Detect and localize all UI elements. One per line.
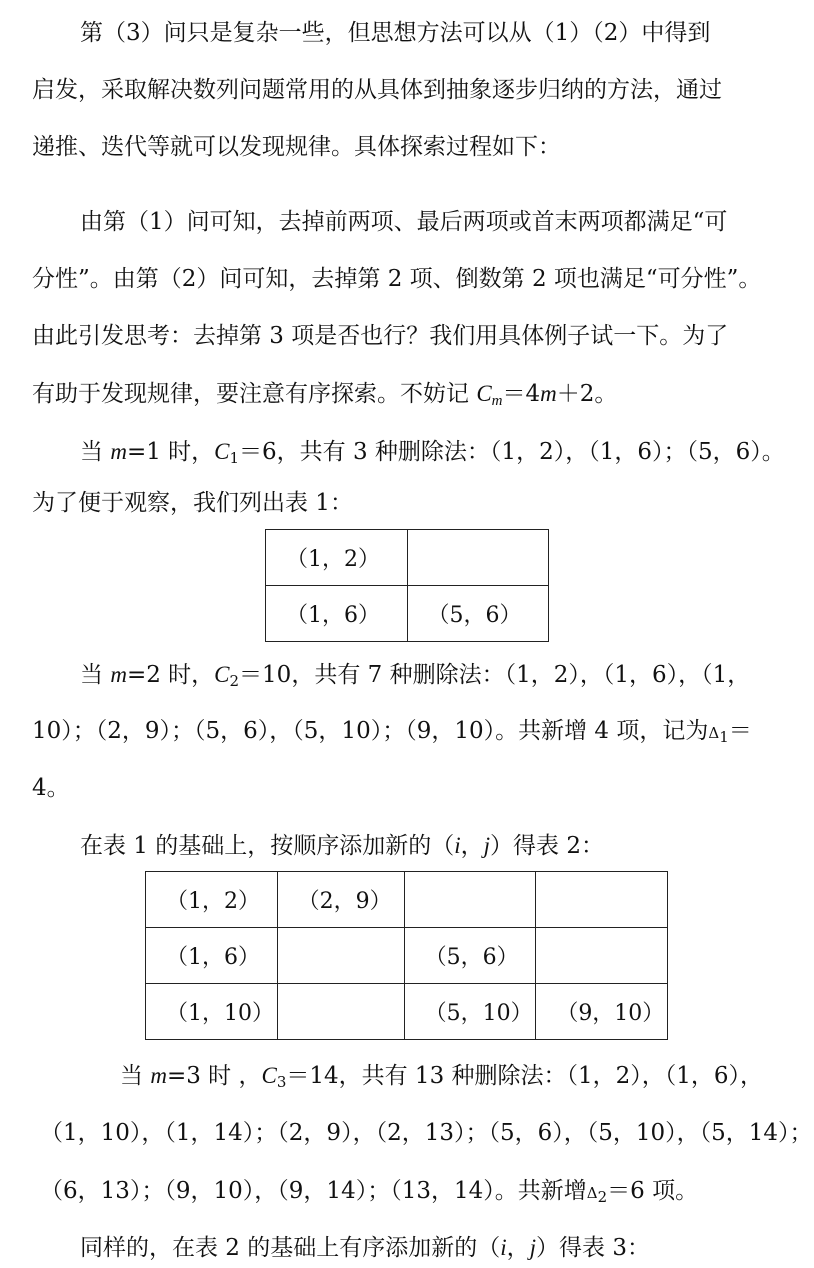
math-var: m bbox=[540, 381, 557, 406]
table-row bbox=[146, 984, 668, 1040]
table-cell: （5，6） bbox=[404, 928, 536, 984]
text-run: 同样的，在表 2 的基础上有序添加新的（ bbox=[80, 1235, 501, 1261]
table-cell: （1，2） bbox=[146, 872, 278, 928]
text-run: =2 时， bbox=[126, 662, 215, 688]
table-cell: （1，6） bbox=[266, 586, 408, 642]
table-cell bbox=[277, 984, 404, 1040]
table-cell: （1，2） bbox=[266, 530, 408, 586]
table-cell: （1，10） bbox=[146, 984, 278, 1040]
paragraph-line bbox=[80, 1236, 650, 1260]
text-run: 当 bbox=[80, 439, 111, 465]
table-cell: （1，6） bbox=[146, 928, 278, 984]
paragraph-line bbox=[40, 1180, 698, 1205]
table-row bbox=[266, 586, 549, 642]
table-cell: （2，9） bbox=[277, 872, 404, 928]
text-run: ＝ bbox=[728, 718, 752, 744]
math-var: j bbox=[529, 1235, 537, 1260]
table-cell bbox=[277, 928, 404, 984]
math-var: m bbox=[150, 1063, 167, 1088]
delta-symbol: Δ bbox=[586, 1184, 598, 1202]
text-run: 10）；（2，9）；（5，6），（5，10）；（9，10）。共新增 4 项，记为 bbox=[32, 718, 709, 744]
math-var: m bbox=[110, 662, 127, 687]
paragraph-line bbox=[80, 663, 750, 689]
table-cell bbox=[536, 872, 668, 928]
math-subscript: 2 bbox=[597, 1188, 608, 1206]
paragraph-line: 由此引发思考：去掉第 3 项是否也行？我们用具体例子试一下。为了 bbox=[32, 323, 729, 349]
text-run: ）得表 3： bbox=[536, 1235, 650, 1261]
table-cell bbox=[407, 530, 549, 586]
text-run: ＝4 bbox=[502, 381, 541, 407]
text-run: =3 时 ， bbox=[166, 1063, 262, 1089]
math-var: m bbox=[110, 439, 127, 464]
table-cell: （5，6） bbox=[407, 586, 549, 642]
text-run: 在表 1 的基础上，按顺序添加新的（ bbox=[80, 833, 455, 859]
text-run: ， bbox=[460, 833, 484, 859]
math-subscript: 3 bbox=[276, 1073, 287, 1091]
math-var: C bbox=[476, 381, 492, 406]
text-run: 当 bbox=[80, 662, 111, 688]
table-1 bbox=[265, 529, 549, 642]
math-subscript: 2 bbox=[229, 672, 240, 690]
table-cell: （9，10） bbox=[536, 984, 668, 1040]
paragraph-line: 启发，采取解决数列问题常用的从具体到抽象逐步归纳的方法，通过 bbox=[32, 77, 722, 103]
paragraph-line: 由第（1）问可知，去掉前两项、最后两项或首末两项都满足“可 bbox=[80, 209, 728, 235]
text-run: 当 bbox=[120, 1063, 151, 1089]
table-row bbox=[146, 872, 668, 928]
paragraph-line bbox=[120, 1064, 763, 1090]
text-run: ， bbox=[506, 1235, 530, 1261]
paragraph-line: 4。 bbox=[32, 775, 70, 801]
table-cell bbox=[536, 928, 668, 984]
table-2 bbox=[145, 871, 668, 1040]
text-run: ＝6，共有 3 种删除法：（1，2），（1，6）；（5，6）。 bbox=[239, 439, 785, 465]
text-run: （6，13）；（9，10），（9，14）；（13，14）。共新增 bbox=[40, 1178, 587, 1204]
paragraph-line: 为了便于观察，我们列出表 1： bbox=[32, 490, 353, 516]
math-subscript: 1 bbox=[719, 728, 729, 746]
math-var: i bbox=[454, 833, 461, 858]
paragraph-line: （1，10），（1，14）；（2，9），（2，13）；（5，6），（5，10），（5，14）； bbox=[40, 1120, 813, 1146]
text-run: ＝14，共有 13 种删除法：（1，2），（1，6）， bbox=[286, 1063, 764, 1089]
text-run: =1 时， bbox=[126, 439, 215, 465]
paragraph-line bbox=[32, 720, 752, 745]
paragraph-line: 递推、迭代等就可以发现规律。具体探索过程如下： bbox=[32, 134, 561, 160]
math-var: C bbox=[261, 1063, 277, 1088]
math-var: j bbox=[483, 833, 491, 858]
text-run: 有助于发现规律，要注意有序探索。不妨记 bbox=[32, 381, 477, 407]
paragraph-line: 分性”。由第（2）问可知，去掉第 2 项、倒数第 2 项也满足“可分性”。 bbox=[32, 266, 762, 292]
delta-symbol: Δ bbox=[708, 724, 720, 742]
table-row bbox=[146, 928, 668, 984]
text-run: ＋2。 bbox=[556, 381, 618, 407]
paragraph-line: 第（3）问只是复杂一些，但思想方法可以从（1）（2）中得到 bbox=[80, 20, 711, 46]
text-run: ＝10，共有 7 种删除法：（1，2），（1，6），（1， bbox=[239, 662, 751, 688]
math-var: C bbox=[214, 439, 230, 464]
table-cell bbox=[404, 872, 536, 928]
paragraph-line bbox=[80, 440, 785, 466]
math-var: i bbox=[500, 1235, 507, 1260]
text-run: ）得表 2： bbox=[490, 833, 604, 859]
math-subscript: 1 bbox=[229, 449, 240, 467]
paragraph-line bbox=[32, 382, 617, 409]
math-subscript: m bbox=[491, 393, 503, 409]
table-cell: （5，10） bbox=[404, 984, 536, 1040]
table-row bbox=[266, 530, 549, 586]
paragraph-line bbox=[80, 834, 604, 858]
math-var: C bbox=[214, 662, 230, 687]
text-run: ＝6 项。 bbox=[607, 1178, 699, 1204]
